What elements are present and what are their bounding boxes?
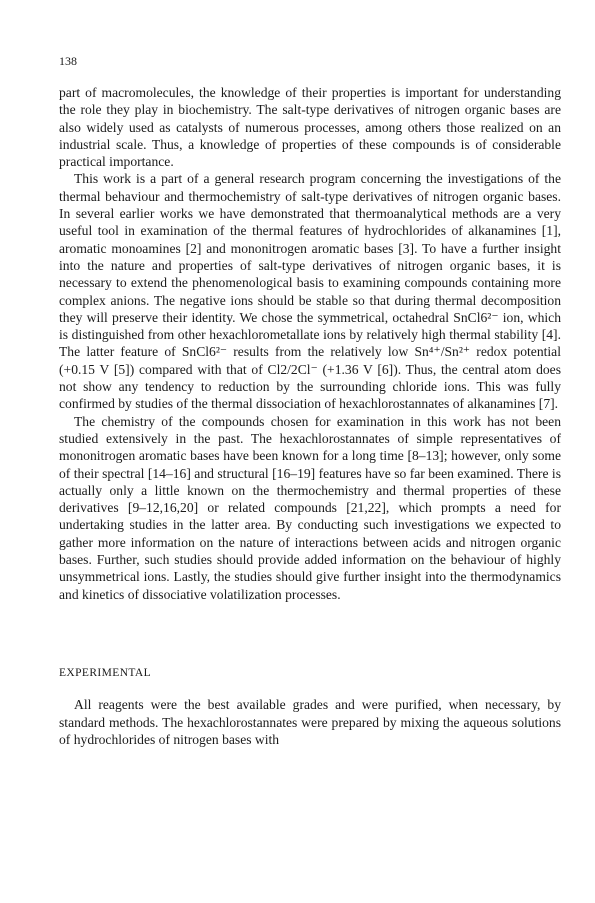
experimental-paragraph: All reagents were the best available grades and were purified, when necessary, by standard methods. The hexachlorostannates were prepared by mixing the aqueous solutions of hydrochlorides of nitrogen bases with xyxy=(59,697,561,747)
article-body xyxy=(59,84,561,748)
research-program-paragraph: This work is a part of a general research program concerning the investigations of the thermal behaviour and thermochemistry of salt-type derivatives of nitrogen organic bases. In several earlier works we have demonstrated that thermoanalytical methods are a very useful tool in examination of the thermal features of hydrochlorides of alkanamines [1], aromatic monoamines [2] and mononitrogen aromatic bases [3]. To have a further insight into the nature and properties of salt-type derivatives of nitrogen organic bases, it is necessary to extend the phenomenological basis to examining compounds containing more complex anions. The negative ions should be stable so that during thermal decomposition they will preserve their identity. We chose the symmetrical, octahedral SnCl6²⁻ ion, which is distinguished from other hexachlorometallate ions by relatively high thermal stability [4]. The latter feature of SnCl6²⁻ results from the relatively low Sn⁴⁺/Sn²⁺ redox potential (+0.15 V [5]) compared with that of Cl2/2Cl⁻ (+1.36 V [6]). Thus, the central atom does not show any tendency to reduction by the surrounding chloride ions. This was fully confirmed by studies of the thermal dissociation of hexachlorostannates of alkanamines [7]. xyxy=(59,171,561,412)
chemistry-background-paragraph: The chemistry of the compounds chosen for examination in this work has not been studied extensively in the past. The hexachlorostannates of simple representatives of mononitrogen aromatic bases have been known for a long time [8–13]; however, only some of their spectral [14–16] and structural [16–19] features have so far been examined. There is actually only a little known on the thermochemistry and thermal properties of these derivatives [9–12,16,20] or related compounds [21,22], which prompts a need for undertaking studies in the latter area. By conducting such investigations we expected to gather more information on the nature of interactions between acids and nitrogen organic bases. Further, such studies should provide added information on the behaviour of highly unsymmetrical ions. Lastly, the studies should give further insight into the thermodynamics and kinetics of dissociative volatilization processes. xyxy=(59,413,561,602)
intro-paragraph-continued: part of macromolecules, the knowledge of their properties is important for understanding the role they play in biochemistry. The salt-type derivatives of nitrogen organic bases are also widely used as catalysts of numerous processes, among others those realized on an industrial scale. Thus, a knowledge of properties of these compounds is of considerable practical importance. xyxy=(59,85,561,170)
section-heading-experimental: EXPERIMENTAL xyxy=(59,666,152,679)
page-number: 138 xyxy=(59,54,77,68)
